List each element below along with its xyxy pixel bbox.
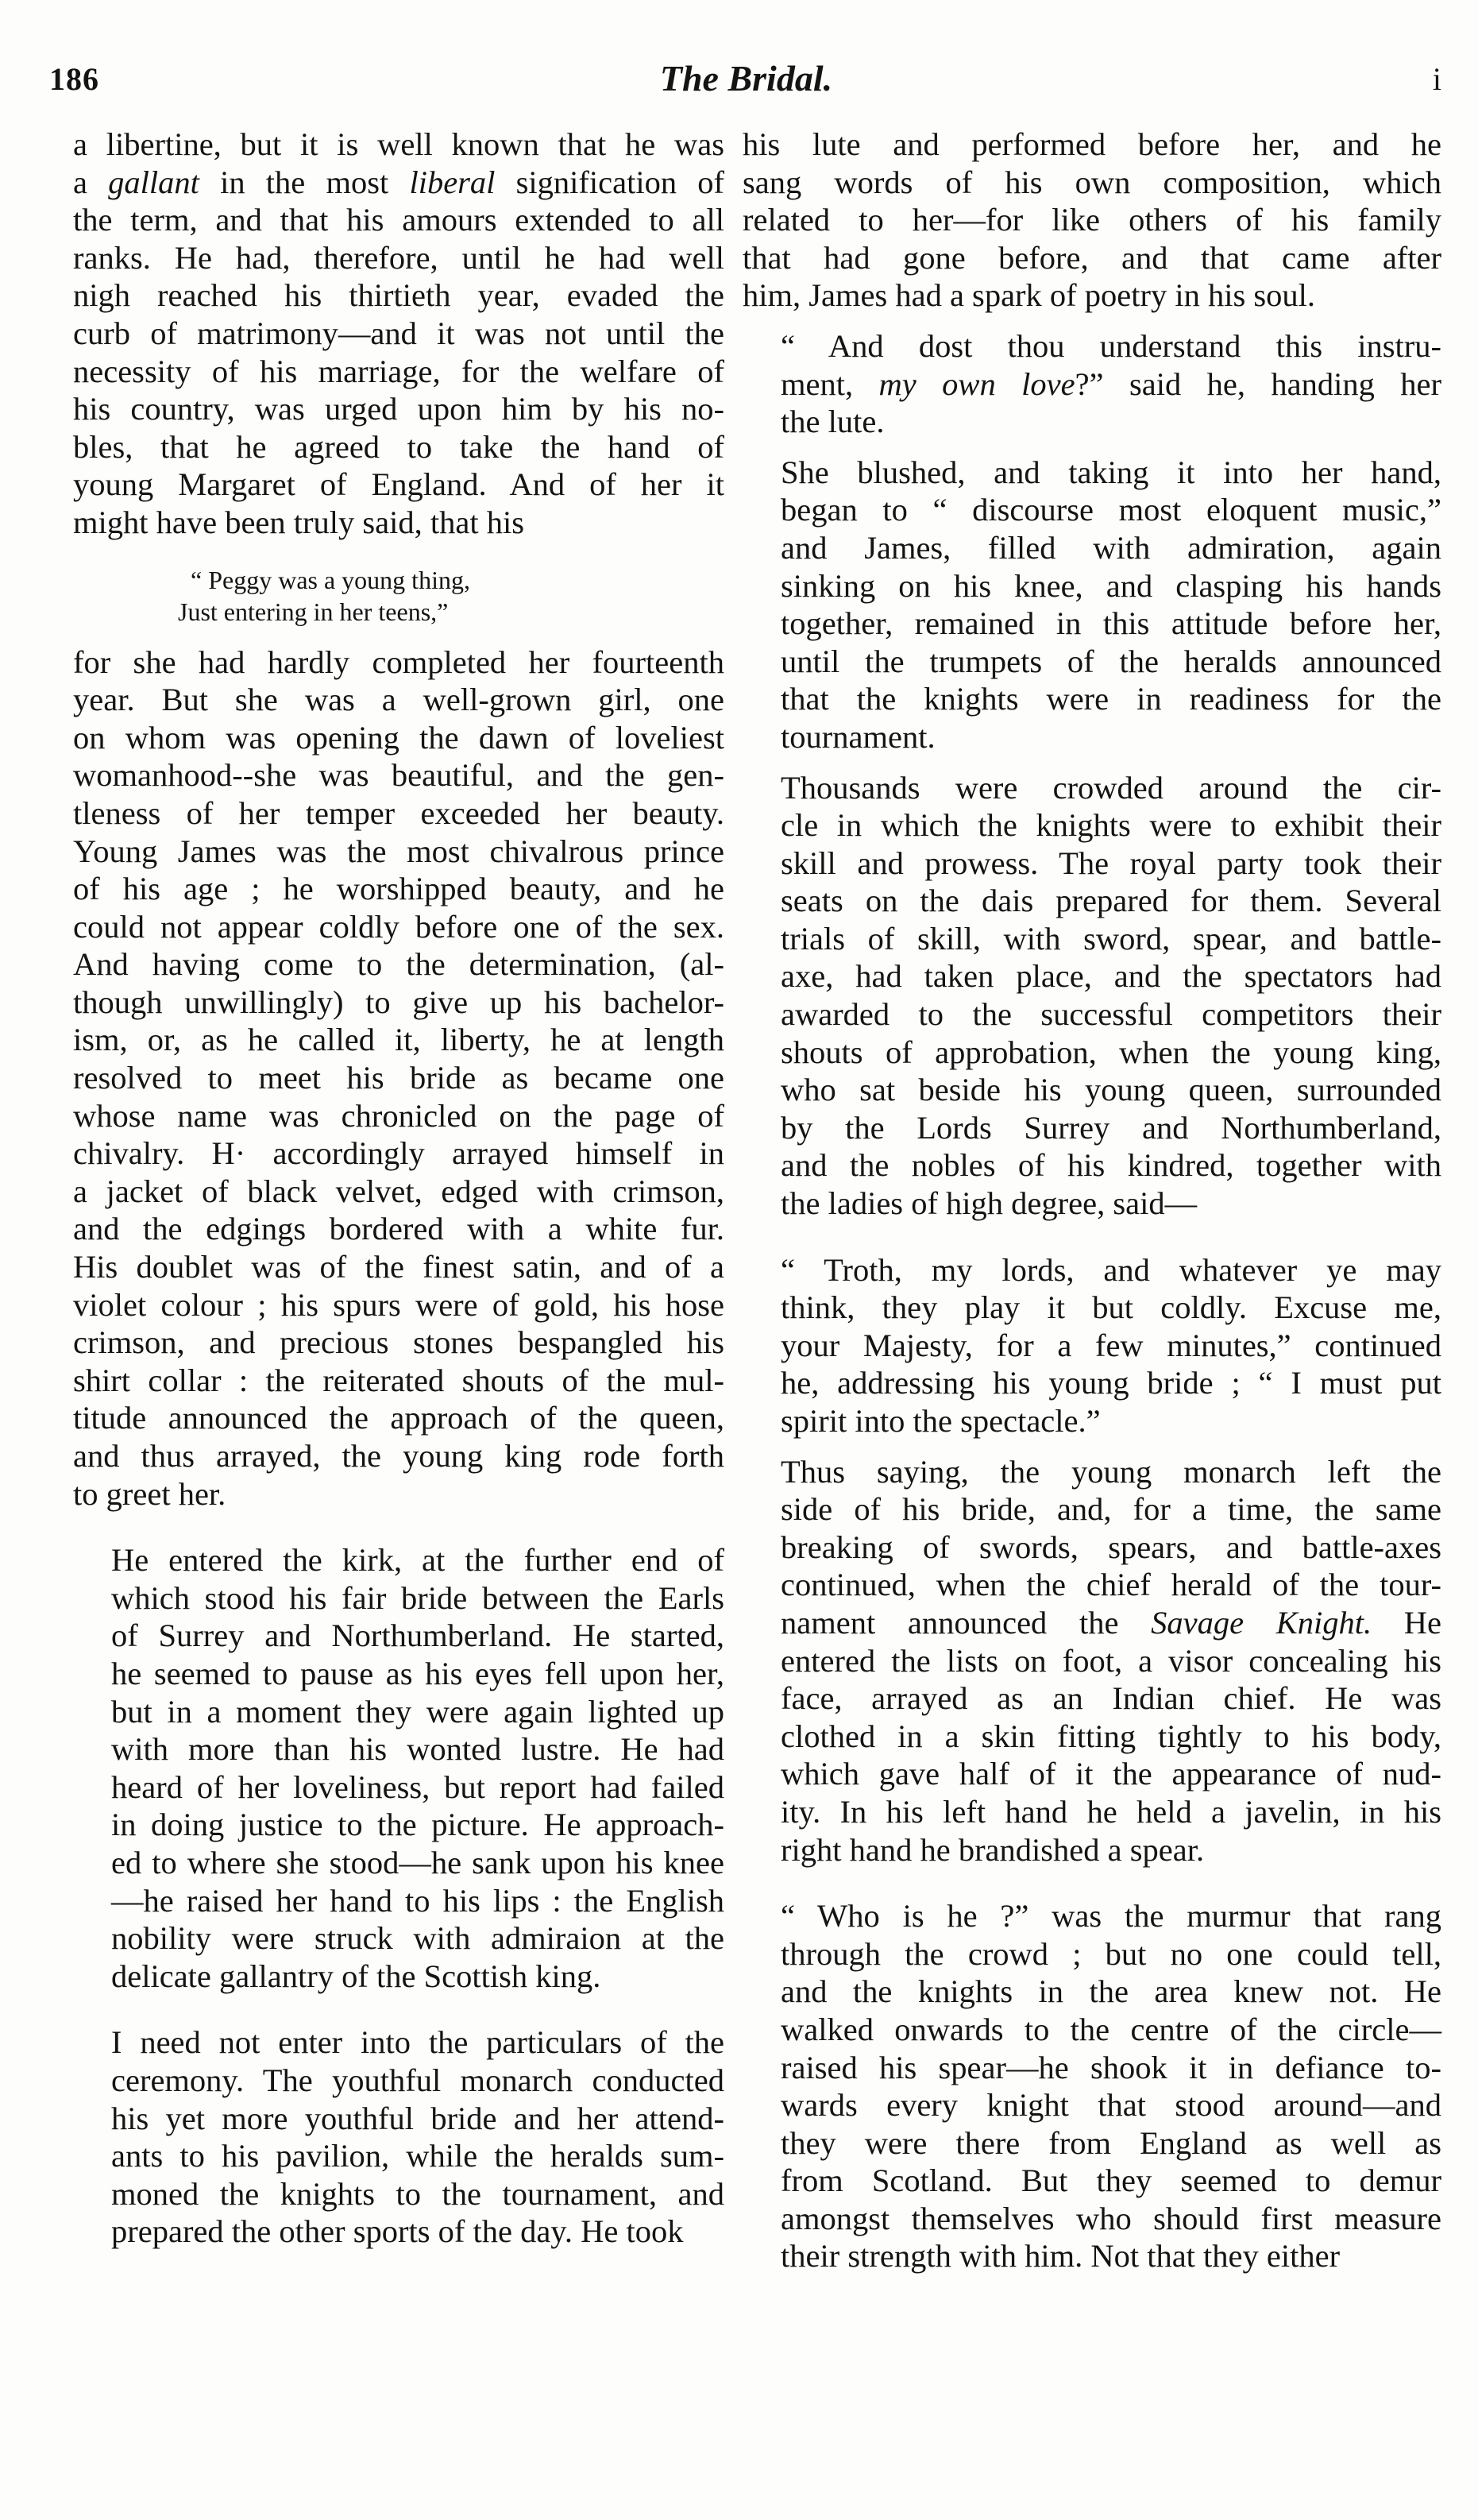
text-line: his lute and performed before her, and he [743,126,1441,162]
text-line: ed to where she stood—he sank upon his knee [111,1844,724,1880]
italic-phrase: gallant [108,164,199,200]
text-line: breaking of swords, spears, and battle-axes [781,1529,1441,1565]
right-paragraph-1 [743,126,1441,315]
text-line: womanhood--she was beautiful, and the gen- [73,757,724,794]
left-column [73,126,724,2251]
text-line: He entered the kirk, at the further end of [111,1542,724,1579]
text-line: “ And dost thou understand this instru- [781,327,1441,364]
text-line: crimson, and precious stones bespangled his [73,1324,724,1361]
text-line: that the knights were in readiness for the [781,681,1441,717]
running-title: The Bridal. [659,58,833,99]
text-line: a jacket of black velvet, edged with crimson, [73,1173,724,1209]
text-line: trials of skill, with sword, spear, and battle- [781,920,1441,957]
text-line: side of his bride, and, for a time, the same [781,1491,1441,1528]
left-paragraph-2 [73,644,724,1513]
text-line: that had gone before, and that came after [743,239,1441,276]
text-line: raised his spear—he shook it in defiance to- [781,2049,1441,2085]
text-line: a libertine, but it is well known that he was [73,126,724,162]
edge-mark: i [1432,61,1441,97]
text-line: their strength with him. Not that they either [781,2238,1341,2275]
italic-phrase: liberal [409,164,496,200]
text-line: violet colour ; his spurs were of gold, his hose [73,1286,724,1323]
text-line: awarded to the successful competitors their [781,996,1441,1033]
text-line: whose name was chronicled on the page of [73,1097,724,1134]
text-line: cle in which the knights were to exhibit their [781,807,1441,844]
text-line: related to her—for like others of his family [743,202,1441,238]
right-column [743,126,1441,2275]
text-line: he seemed to pause as his eyes fell upon her, [111,1655,724,1691]
text-line: might have been truly said, that his [73,504,525,540]
text-line: ment, my own love?” said he, handing her [781,365,1441,402]
text-line: which gave half of it the appearance of nud- [781,1756,1441,1792]
text-line: by the Lords Surrey and Northumberland, [781,1109,1441,1146]
text-line: spirit into the spectacle.” [781,1403,1101,1439]
text-line: Young James was the most chivalrous prince [73,833,724,869]
text-line: chivalry. H· accordingly arrayed himself in [73,1135,724,1172]
running-head [46,57,1446,113]
text-line: and the edgings bordered with a white fur. [73,1211,724,1247]
text-line: to greet her. [73,1475,226,1512]
text-line: prepared the other sports of the day. He took [111,2213,684,2250]
text-line: heard of her loveliness, but report had failed [111,1768,724,1805]
right-paragraph-7 [743,1897,1441,2275]
text-line: the term, and that his amours extended to all [73,202,724,238]
text-line: His doublet was of the finest satin, and of a [73,1249,724,1285]
text-line: face, arrayed as an Indian chief. He was [781,1680,1441,1717]
text-line: curb of matrimony—and it was not until the [73,315,724,351]
text-line: his country, was urged upon him by his no- [73,391,724,427]
text-line: they were there from England as well as [781,2124,1441,2161]
text-line: but in a moment they were again lighted up [111,1693,724,1730]
italic-phrase: Savage Knight. [1151,1604,1372,1641]
text-line: who sat beside his young queen, surrounded [781,1072,1441,1108]
text-line: and thus arrayed, the young king rode forth [73,1438,724,1474]
right-paragraph-2 [743,327,1441,441]
text-line: young Margaret of England. And of her it [73,466,724,503]
text-line: think, they play it but coldly. Excuse me, [781,1289,1441,1326]
text-line: ism, or, as he called it, liberty, he at length [73,1022,724,1058]
text-line: nobility were struck with admiraion at the [111,1920,724,1957]
text-line: of his age ; he worshipped beauty, and he [73,871,724,907]
text-line: nigh reached his thirtieth year, evaded the [73,277,724,314]
right-paragraph-6 [743,1453,1441,1869]
text-line: skill and prowess. The royal party took their [781,845,1441,881]
text-line: through the crowd ; but no one could tell, [781,1935,1441,1972]
text-line: delicate gallantry of the Scottish king. [111,1958,601,1994]
right-paragraph-5 [743,1251,1441,1440]
text-line: I need not enter into the particulars of the [111,2024,724,2061]
text-line: walked onwards to the centre of the circle— [781,2011,1441,2047]
text-line: sinking on his knee, and clasping his hands [781,567,1441,604]
page-number: 186 [49,61,99,97]
italic-phrase: my own love [878,365,1075,402]
text-line: ity. In his left hand he held a javelin, in his [781,1793,1441,1830]
text-line: and the nobles of his kindred, together with [781,1147,1441,1184]
text-line: ants to his pavilion, while the heralds sum- [111,2138,724,2174]
verse-quotation [73,564,724,628]
text-line: ranks. He had, therefore, until he had well [73,239,724,276]
text-line: Thus saying, the young monarch left the [781,1453,1441,1490]
text-line: which stood his fair bride between the Earls [111,1579,724,1616]
text-line: entered the lists on foot, a visor concealing his [781,1642,1441,1679]
text-line: sang words of his own composition, which [743,164,1441,200]
text-line: amongst themselves who should first measure [781,2200,1441,2236]
text-line: on whom was opening the dawn of loveliest [73,719,724,756]
text-line: a gallant in the most liberal signification of [73,164,725,200]
text-line: until the trumpets of the heralds announced [781,643,1441,679]
text-line: together, remained in this attitude before her, [781,605,1441,642]
text-line: shouts of approbation, when the young king, [781,1034,1441,1070]
text-line: ceremony. The youthful monarch conducted [111,2062,724,2098]
left-paragraph-1 [73,126,724,542]
text-line: “ Troth, my lords, and whatever ye may [781,1251,1441,1288]
verse-line-2: Just entering in her teens,” [178,597,449,626]
text-line: for she had hardly completed her fourteenth [73,644,724,680]
text-line: began to “ discourse most eloquent music,” [781,492,1441,528]
left-paragraph-4 [73,2023,724,2251]
left-paragraph-3 [73,1541,724,1995]
text-line: titude announced the approach of the queen, [73,1400,724,1436]
text-line: shirt collar : the reiterated shouts of the mul- [73,1362,724,1398]
text-line: his yet more youthful bride and her attend- [111,2100,724,2136]
text-line: moned the knights to the tournament, and [111,2175,724,2212]
verse-line-1: “ Peggy was a young thing, [191,565,470,594]
text-line: necessity of his marriage, for the welfare of [73,353,724,389]
text-line: —he raised her hand to his lips : the English [111,1882,724,1919]
text-line: resolved to meet his bride as became one [73,1060,724,1096]
text-line: of Surrey and Northumberland. He started, [111,1618,724,1654]
text-line: She blushed, and taking it into her hand, [781,454,1441,490]
text-line: axe, had taken place, and the spectators had [781,958,1441,995]
right-paragraph-4 [743,769,1441,1223]
text-line: year. But she was a well-grown girl, one [73,682,724,718]
text-line: Thousands were crowded around the cir- [781,769,1441,806]
text-line: him, James had a spark of poetry in his soul. [743,277,1316,314]
text-line: your Majesty, for a few minutes,” continued [781,1327,1441,1363]
text-line: And having come to the determination, (al- [73,946,724,983]
right-paragraph-3 [743,454,1441,756]
text-line: from Scotland. But they seemed to demur [781,2162,1441,2199]
text-line: seats on the dais prepared for them. Several [781,883,1441,919]
text-line: right hand he brandished a spear. [781,1831,1205,1868]
text-line: the lute. [781,404,885,440]
text-line: and James, filled with admiration, again [781,529,1441,566]
text-line: nament announced the Savage Knight. He [781,1604,1441,1641]
text-line: and the knights in the area knew not. He [781,1973,1441,2010]
text-line: tournament. [781,718,936,755]
text-line: he, addressing his young bride ; “ I must put [781,1365,1441,1401]
text-line: tleness of her temper exceeded her beauty. [73,794,724,831]
text-line: could not appear coldly before one of the sex. [73,908,724,945]
text-line: with more than his wonted lustre. He had [111,1731,724,1768]
text-line: though unwillingly) to give up his bachelor- [73,984,724,1020]
text-line: in doing justice to the picture. He approach- [111,1807,724,1843]
text-line: continued, when the chief herald of the tour- [781,1567,1441,1603]
text-line: bles, that he agreed to take the hand of [73,428,724,465]
text-line: wards every knight that stood around—and [781,2087,1441,2124]
text-line: “ Who is he ?” was the murmur that rang [781,1898,1441,1934]
text-line: the ladies of high degree, said— [781,1185,1198,1222]
text-line: clothed in a skin fitting tightly to his body, [781,1718,1441,1754]
